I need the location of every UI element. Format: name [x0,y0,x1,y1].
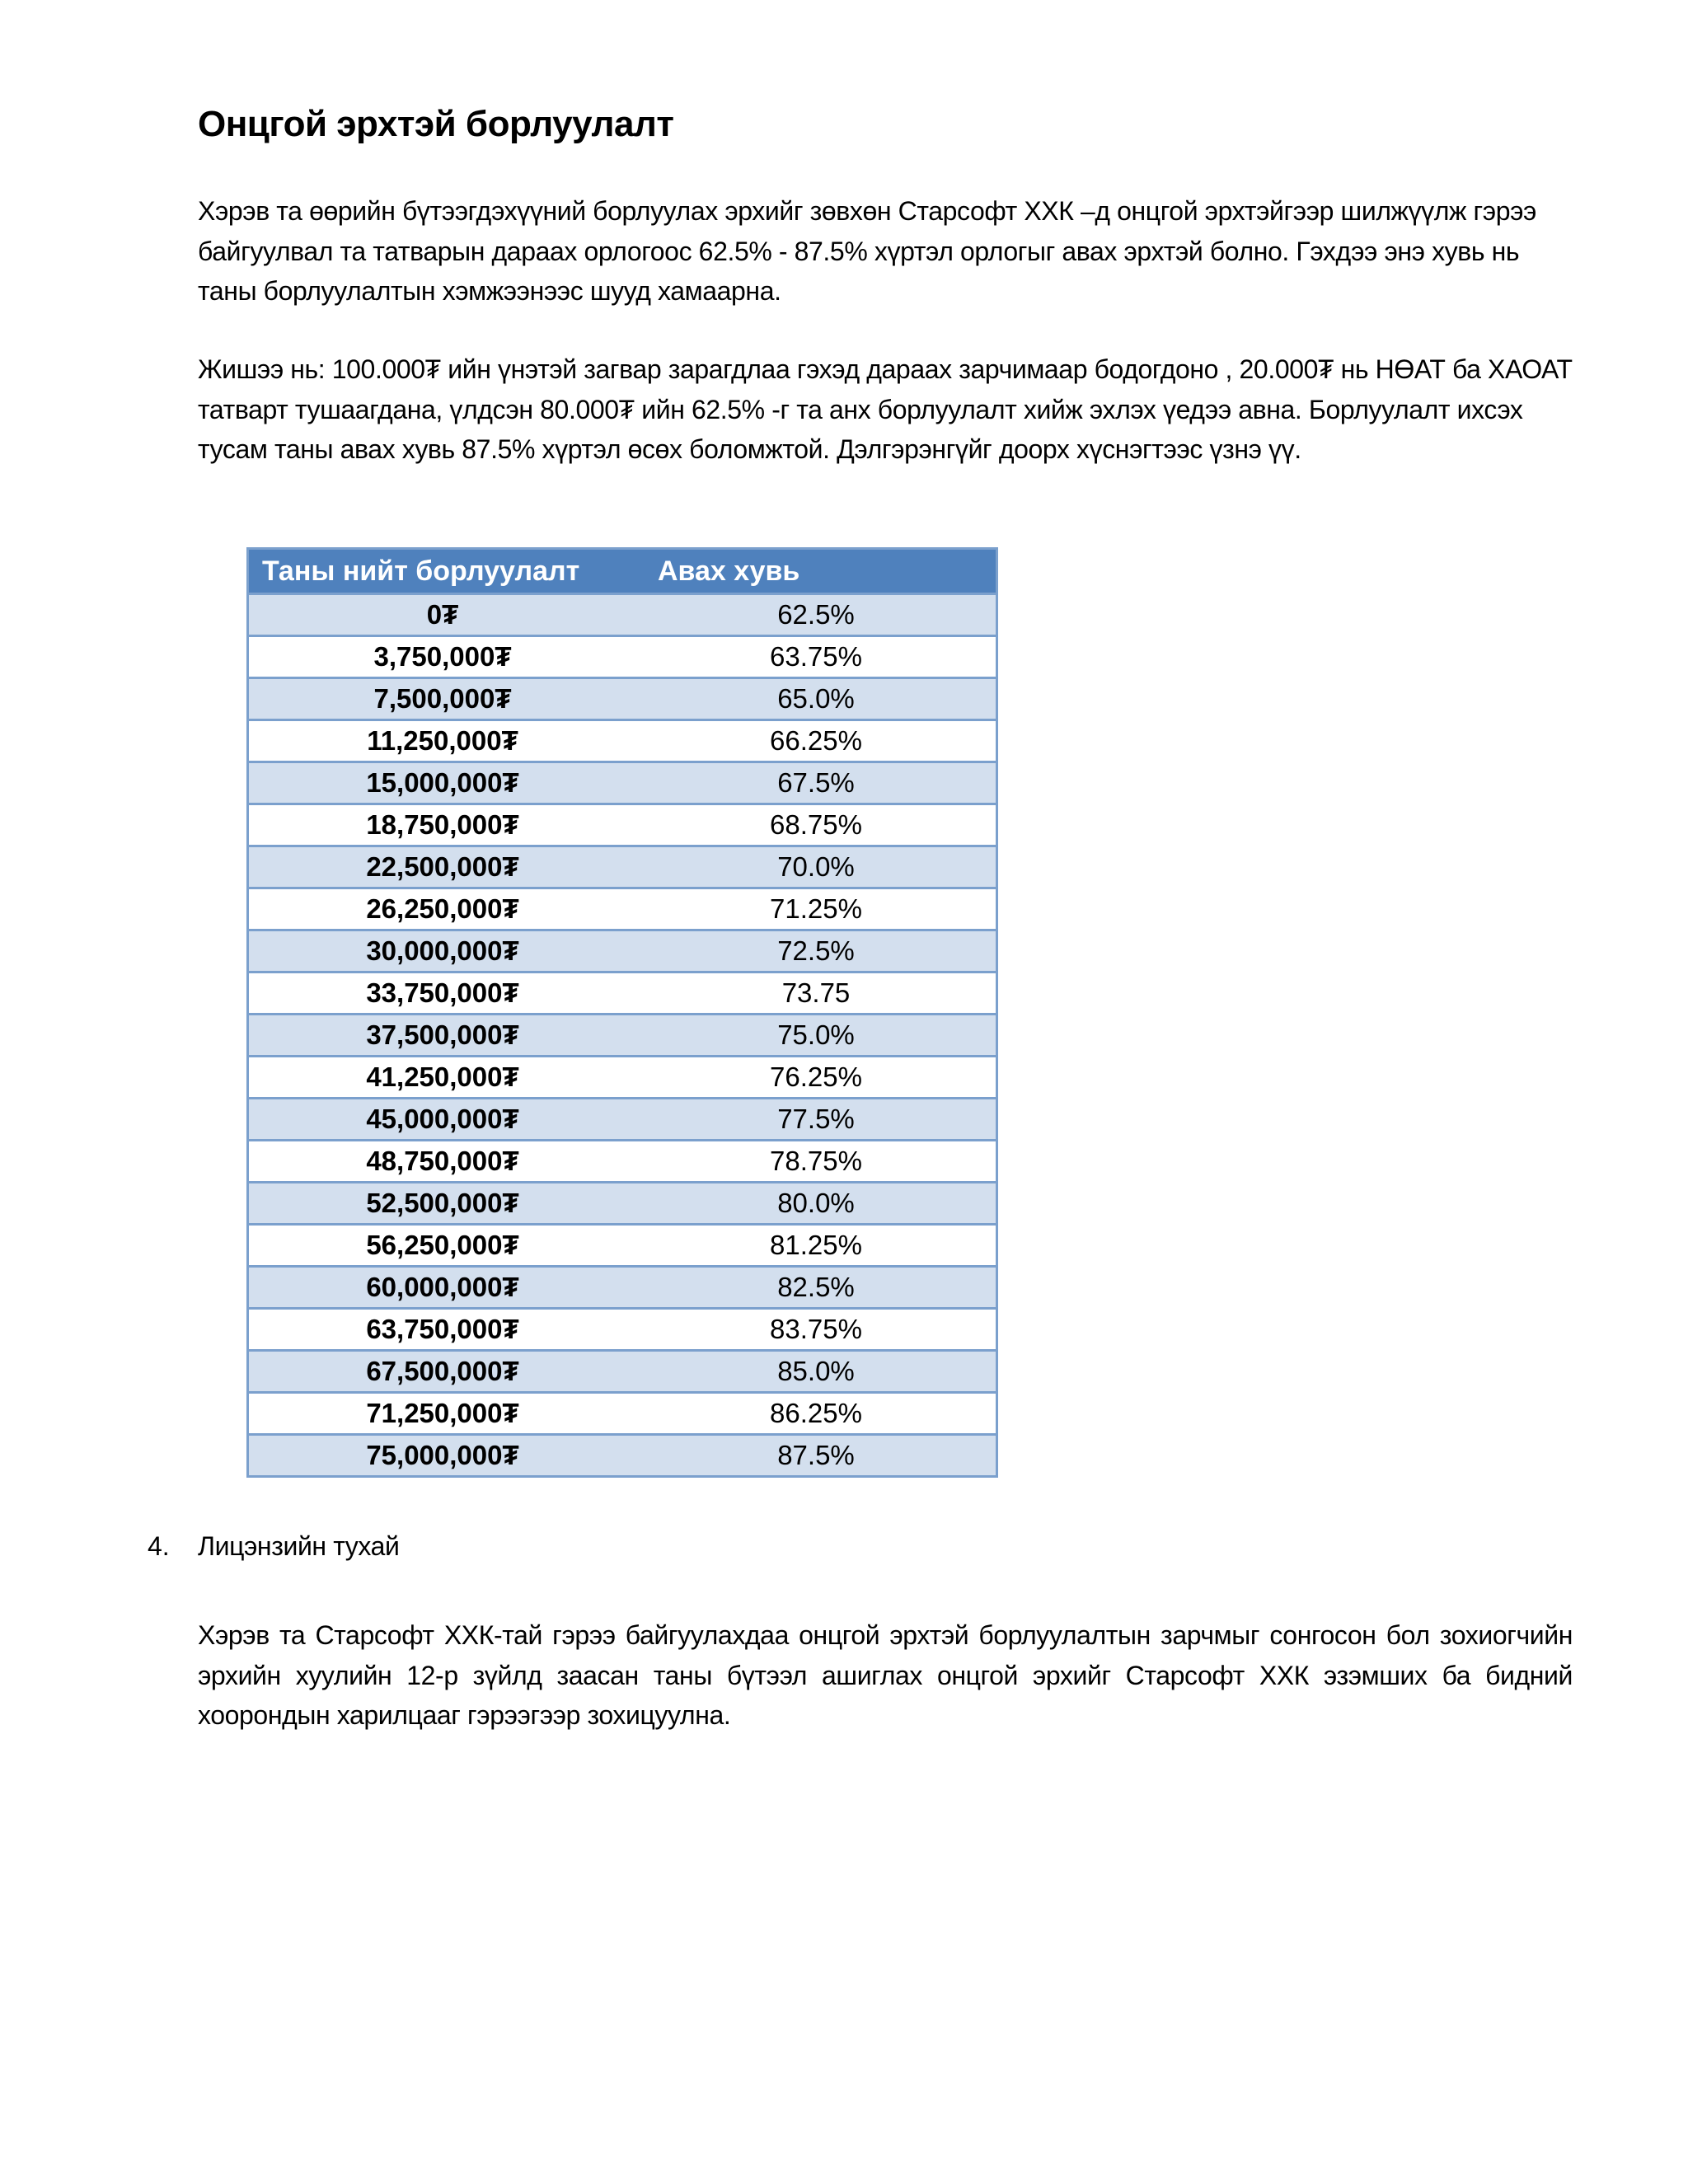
share-percent-cell: 72.5% [636,930,997,972]
table-row [248,762,997,804]
sales-amount-cell: 60,000,000₮ [248,1267,637,1309]
share-percent-cell: 67.5% [636,762,997,804]
share-percent-cell: 62.5% [636,594,997,636]
share-percent-cell: 78.75% [636,1141,997,1183]
share-percent-cell: 73.75 [636,972,997,1015]
table-row [248,594,997,636]
sales-amount-cell: 11,250,000₮ [248,720,637,762]
table-row [248,888,997,930]
share-percent-cell: 85.0% [636,1351,997,1393]
table-row [248,720,997,762]
sales-amount-cell: 67,500,000₮ [248,1351,637,1393]
sales-amount-cell: 30,000,000₮ [248,930,637,972]
sales-amount-cell: 33,750,000₮ [248,972,637,1015]
table-row [248,1057,997,1099]
sales-amount-cell: 48,750,000₮ [248,1141,637,1183]
page-title: Онцгой эрхтэй борлуулалт [198,104,674,144]
share-percent-cell: 86.25% [636,1393,997,1435]
sales-amount-cell: 52,500,000₮ [248,1183,637,1225]
share-percent-cell: 77.5% [636,1099,997,1141]
share-percent-cell: 87.5% [636,1435,997,1477]
table-row [248,1393,997,1435]
share-percent-cell: 70.0% [636,846,997,888]
table-row [248,804,997,846]
table-row [248,1099,997,1141]
table-row [248,1015,997,1057]
table-row [248,1435,997,1477]
sales-amount-cell: 71,250,000₮ [248,1393,637,1435]
intro-paragraph: Хэрэв та өөрийн бүтээгдэхүүний борлуулах эрхийг зөвхөн Старсофт ХХК –д онцгой эрхтэйгээр шилжүүлж гэрээ байгуулвал та татварын дараах орлогоос 62.5% - 87.5% хүртэл орлогыг авах эрхтэй болно. Гэхдээ энэ хувь нь таны борлуулалтын хэмжээнээс шууд хамаарна. [198,196,1536,306]
header-total-sales: Таны нийт борлуулалт [248,549,637,594]
table-row [248,846,997,888]
sales-amount-cell: 41,250,000₮ [248,1057,637,1099]
sales-amount-cell: 26,250,000₮ [248,888,637,930]
sales-amount-cell: 75,000,000₮ [248,1435,637,1477]
table-row [248,636,997,678]
header-share: Авах хувь [636,549,997,594]
share-percent-cell: 71.25% [636,888,997,930]
table-row [248,972,997,1015]
table-row [248,1309,997,1351]
section-heading: Лицэнзийн тухай [198,1531,400,1561]
table-row [248,678,997,720]
sales-amount-cell: 63,750,000₮ [248,1309,637,1351]
share-percent-cell: 63.75% [636,636,997,678]
share-percent-cell: 75.0% [636,1015,997,1057]
table-row [248,1225,997,1267]
section-number: 4. [148,1531,170,1561]
share-percent-cell: 66.25% [636,720,997,762]
sales-amount-cell: 22,500,000₮ [248,846,637,888]
share-percent-cell: 83.75% [636,1309,997,1351]
sales-amount-cell: 15,000,000₮ [248,762,637,804]
sales-amount-cell: 0₮ [248,594,637,636]
sales-amount-cell: 45,000,000₮ [248,1099,637,1141]
sales-amount-cell: 3,750,000₮ [248,636,637,678]
sales-amount-cell: 56,250,000₮ [248,1225,637,1267]
sales-amount-cell: 7,500,000₮ [248,678,637,720]
share-percent-cell: 65.0% [636,678,997,720]
table-row [248,1351,997,1393]
share-percent-cell: 80.0% [636,1183,997,1225]
table-header-row [248,549,997,594]
table-row [248,1183,997,1225]
table-row [248,930,997,972]
share-percent-cell: 68.75% [636,804,997,846]
sales-amount-cell: 37,500,000₮ [248,1015,637,1057]
license-paragraph: Хэрэв та Старсофт ХХК-тай гэрээ байгуулахдаа онцгой эрхтэй борлуулалтын зарчмыг сонгосон бол зохиогчийн эрхийн хуулийн 12-р зүйлд заасан таны бүтээл ашиглах онцгой эрхийг Старсофт ХХК эзэмших ба бидний хоорондын харилцааг гэрээгээр зохицуулна. [198,1620,1573,1730]
commission-table [246,547,998,1478]
sales-amount-cell: 18,750,000₮ [248,804,637,846]
example-paragraph: Жишээ нь: 100.000₮ ийн үнэтэй загвар зарагдлаа гэхэд дараах зарчимаар бодогдоно , 20.000₮ нь НӨАТ ба ХАОАТ татварт тушаагдана, үлдсэн 80.000₮ ийн 62.5% -г та анх борлуулалт хийж эхлэх үедээ авна. Борлуулалт ихсэх тусам таны авах хувь 87.5% хүртэл өсөх боломжтой. Дэлгэрэнгүйг доорх хүснэгтээс үзнэ үү. [198,354,1573,464]
share-percent-cell: 76.25% [636,1057,997,1099]
share-percent-cell: 81.25% [636,1225,997,1267]
table-row [248,1267,997,1309]
table-row [248,1141,997,1183]
share-percent-cell: 82.5% [636,1267,997,1309]
